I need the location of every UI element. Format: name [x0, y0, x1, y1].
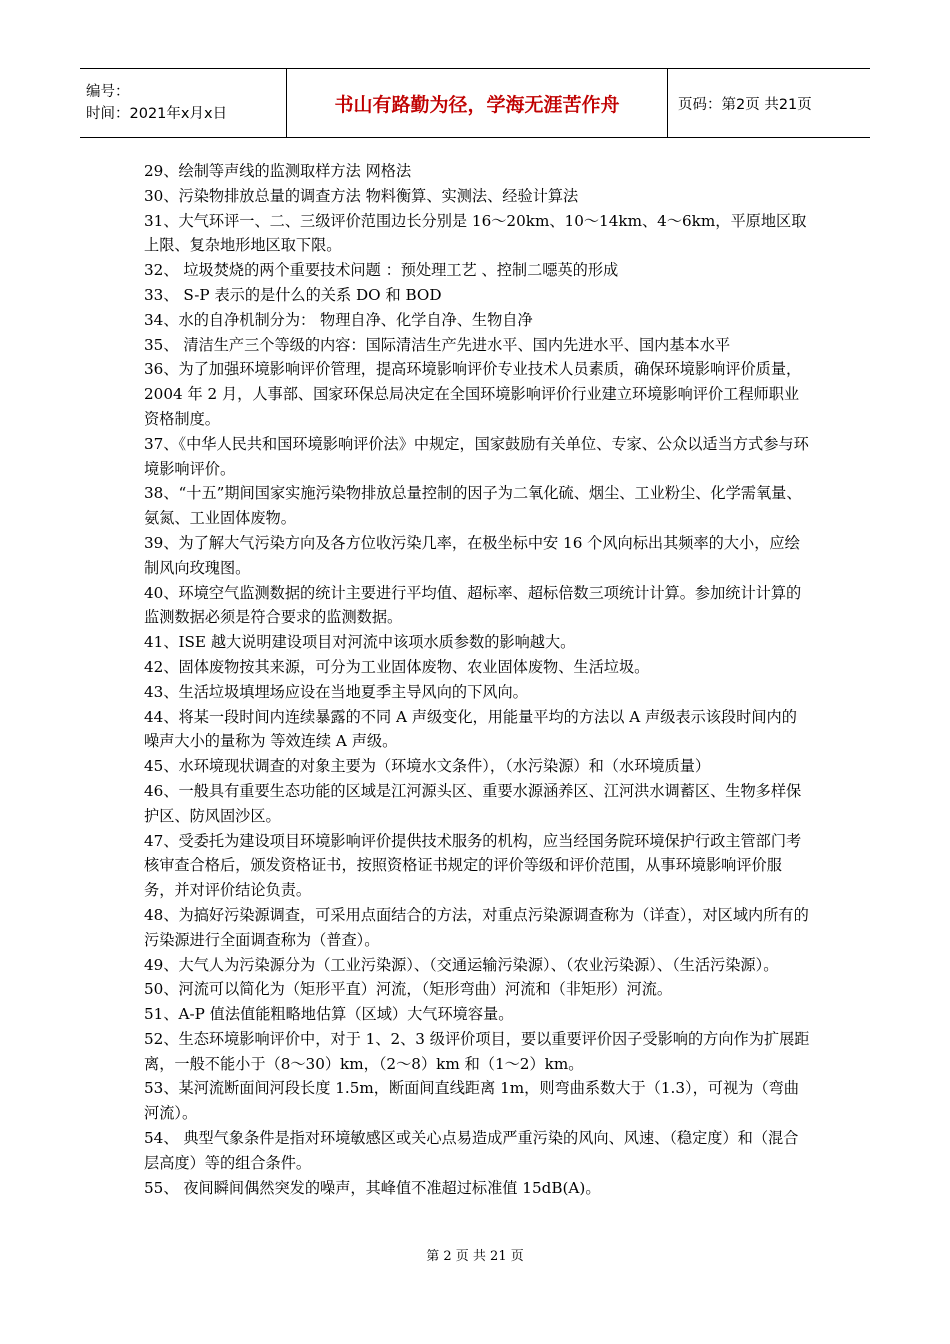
list-item: 38、“十五”期间国家实施污染物排放总量控制的因子为二氧化硫、烟尘、工业粉尘、化学需氧量、氨氮、工业固体废物。 — [144, 484, 802, 528]
header-meta — [80, 69, 286, 137]
list-item: 39、为了解大气污染方向及各方位收污染几率，在极坐标中安 16 个风向标出其频率的大小，应绘制风向玫瑰图。 — [144, 533, 800, 577]
list-item: 54、 典型气象条件是指对环境敏感区或关心点易造成严重污染的风向、风速、（稳定度）和（混合层高度）等的组合条件。 — [144, 1129, 799, 1172]
list-item: 35、 清洁生产三个等级的内容：国际清洁生产先进水平、国内先进水平、国内基本水平 — [144, 335, 731, 354]
header-motto — [286, 69, 668, 137]
list-item: 49、大气人为污染源分为（工业污染源）、（交通运输污染源）、（农业污染源）、（生活污染源）。 — [144, 955, 779, 974]
list-item: 37、《中华人民共和国环境影响评价法》中规定，国家鼓励有关单位、专家、公众以适当方式参与环境影响评价。 — [144, 434, 809, 478]
list-item: 29、绘制等声线的监测取样方法 网格法 — [144, 162, 412, 180]
list-item: 44、将某一段时间内连续暴露的不同 A 声级变化，用能量平均的方法以 A 声级表示该段时间内的噪声大小的量称为 等效连续 A 声级。 — [144, 707, 797, 751]
list-item: 40、环境空气监测数据的统计主要进行平均值、超标率、超标倍数三项统计计算。参加统计计算的监测数据必须是符合要求的监测数据。 — [144, 583, 802, 627]
list-item: 47、受委托为建设项目环境影响评价提供技术服务的机构，应当经国务院环境保护行政主管部门考核审查合格后，颁发资格证书，按照资格证书规定的评价等级和评价范围，从事环境影响评价服务，并对评价结论负责。 — [144, 831, 802, 900]
list-item: 31、大气环评一、二、三级评价范围边长分别是 16～20km、10～14km、4～6km，平原地区取上限、复杂地形地区取下限。 — [144, 211, 807, 255]
list-item: 36、为了加强环境影响评价管理，提高环境影响评价专业技术人员素质，确保环境影响评价质量，2004 年 2 月，人事部、国家环保总局决定在全国环境影响评价行业建立环境影响评价工程师职业资格制度。 — [144, 360, 802, 428]
list-item: 51、A-P 值法值能粗略地估算（区域）大气环境容量。 — [144, 1005, 514, 1024]
document-code-label: 编号： — [86, 84, 130, 100]
header-page-info — [668, 69, 870, 137]
page-info-text: 页码：第2页 共21页 — [678, 96, 812, 113]
list-item: 50、河流可以简化为（矩形平直）河流，（矩形弯曲）河流和（非矩形）河流。 — [144, 980, 673, 999]
list-item: 41、ISE 越大说明建设项目对河流中该项水质参数的影响越大。 — [144, 633, 576, 652]
document-time-label: 时间：2021年x月x日 — [86, 106, 228, 122]
list-item: 33、 S-P 表示的是什么的关系 DO 和 BOD — [144, 285, 442, 304]
document-body — [144, 159, 812, 1200]
page-header — [80, 68, 870, 138]
list-item: 32、 垃圾焚烧的两个重要技术问题 ：预处理工艺 、控制二噁英的形成 — [144, 261, 619, 280]
motto-text: 书山有路勤为径，学海无涯苦作舟 — [334, 93, 620, 116]
page-footer: 第 2 页 共 21 页 — [426, 1249, 524, 1264]
list-item: 55、 夜间瞬间偶然突发的噪声，其峰值不准超过标准值 15dB(A)。 — [144, 1178, 601, 1197]
list-item: 53、某河流断面间河段长度 1.5m，断面间直线距离 1m，则弯曲系数大于（1.3），可视为（弯曲河流）。 — [144, 1079, 799, 1123]
list-item: 45、水环境现状调查的对象主要为（环境水文条件），（水污染源）和（水环境质量） — [144, 757, 711, 776]
list-item: 46、一般具有重要生态功能的区域是江河源头区、重要水源涵养区、江河洪水调蓄区、生物多样保护区、防风固沙区。 — [144, 781, 802, 825]
list-item: 30、污染物排放总量的调查方法 物料衡算、实测法、经验计算法 — [144, 186, 579, 205]
list-item: 42、固体废物按其来源，可分为工业固体废物、农业固体废物、生活垃圾。 — [144, 657, 650, 676]
list-item: 43、生活垃圾填埋场应设在当地夏季主导风向的下风向。 — [144, 682, 528, 701]
list-item: 34、水的自净机制分为： 物理自净、化学自净、生物自净 — [144, 310, 533, 329]
list-item: 48、为搞好污染源调查，可采用点面结合的方法，对重点污染源调查称为（详查），对区域内所有的污染源进行全面调查称为（普查）。 — [144, 905, 809, 949]
list-item: 52、生态环境影响评价中，对于 1、2、3 级评价项目，要以重要评价因子受影响的方向作为扩展距离，一般不能小于（8～30）km，（2～8）km 和（1～2）km。 — [144, 1029, 810, 1073]
